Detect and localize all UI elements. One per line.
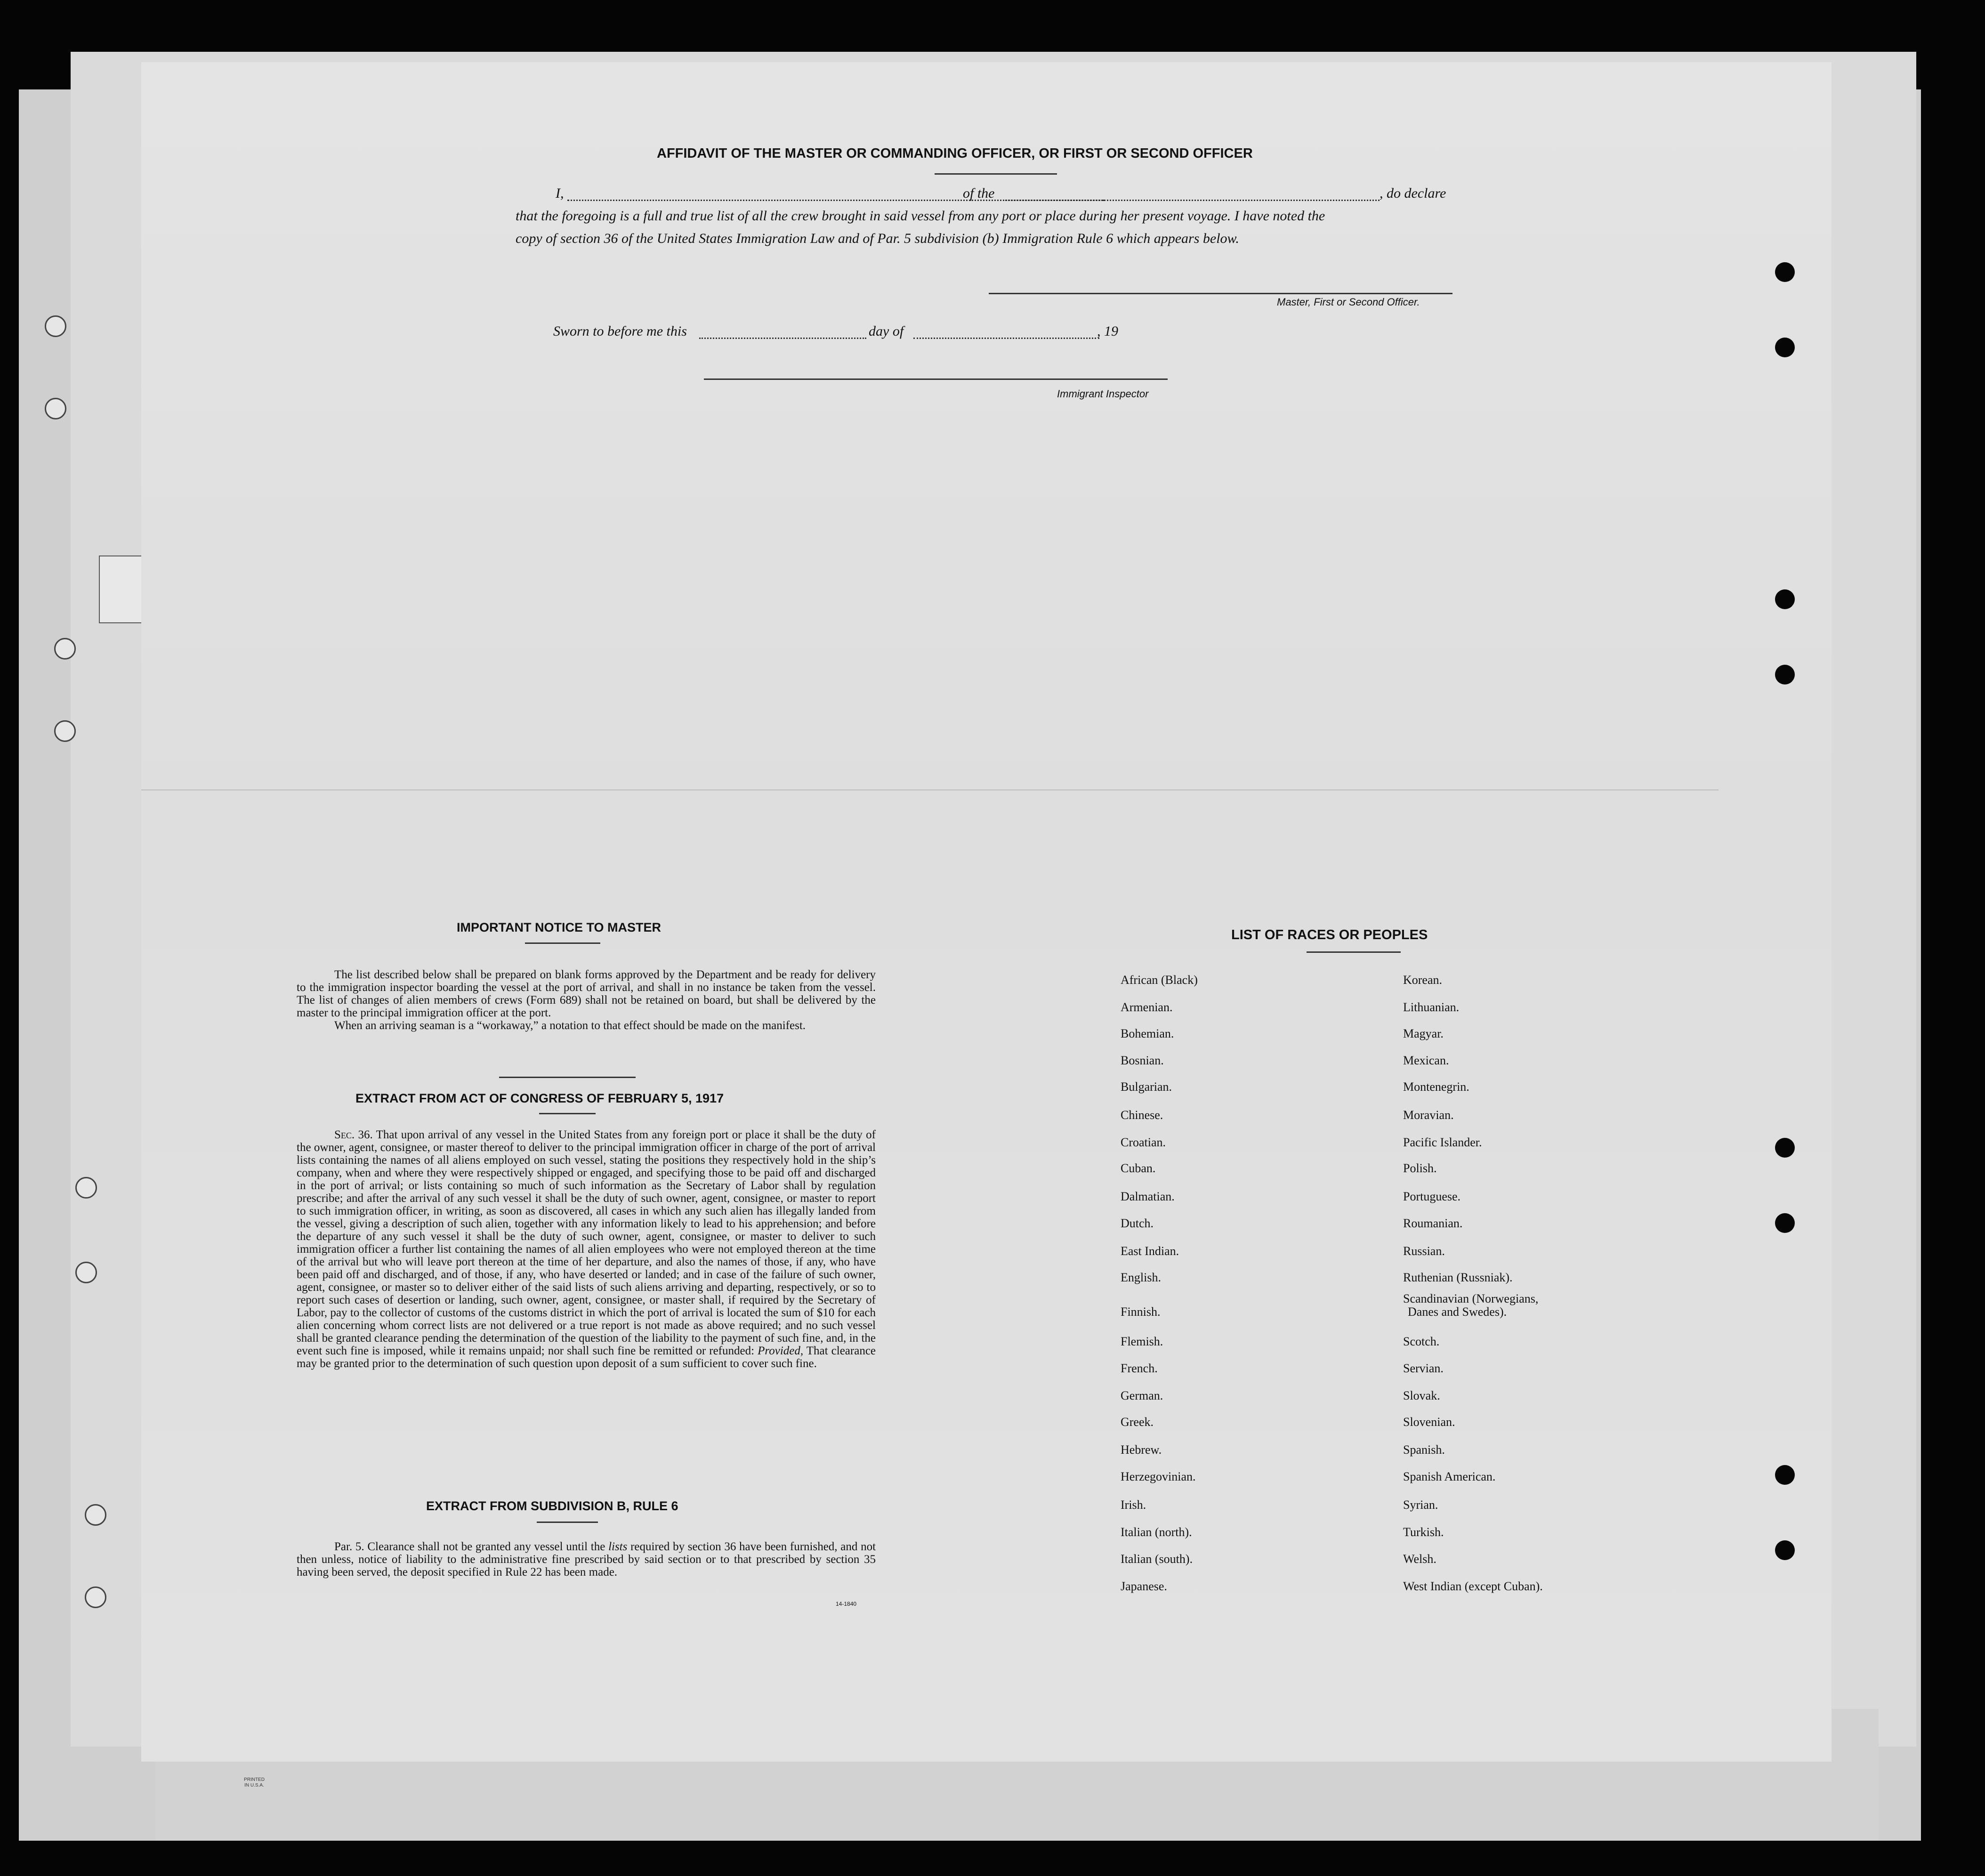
master-signature-line[interactable] bbox=[989, 293, 1452, 294]
race-item-continuation: Danes and Swedes). bbox=[1408, 1305, 1507, 1319]
vessel-name-field[interactable] bbox=[1003, 200, 1380, 201]
race-item: Italian (south). bbox=[1121, 1552, 1193, 1566]
race-item: Irish. bbox=[1121, 1498, 1146, 1512]
affidavit-declarant-label: I, bbox=[556, 185, 564, 201]
race-item: Slovak. bbox=[1403, 1389, 1440, 1402]
inspector-signature-line[interactable] bbox=[704, 378, 1168, 380]
affidavit-declare-label: , do declare bbox=[1380, 185, 1446, 201]
rule-text-end: required by section 36 have been furnished, and not then unless, notice of liability to the administrative fine prescribed by said section or to that prescribed by section 35 having been served, the deposit specified in Rule 22 has been made. bbox=[297, 1540, 876, 1578]
race-item: Ruthenian (Russniak). bbox=[1403, 1271, 1513, 1284]
binder-ring-icon bbox=[54, 638, 76, 660]
race-item: Italian (north). bbox=[1121, 1525, 1192, 1539]
title-divider bbox=[537, 1522, 598, 1523]
title-divider bbox=[935, 173, 1057, 175]
title-divider bbox=[525, 942, 600, 944]
race-item: Bulgarian. bbox=[1121, 1080, 1172, 1094]
race-item: Slovenian. bbox=[1403, 1415, 1455, 1429]
act-extract-title: EXTRACT FROM ACT OF CONGRESS OF FEBRUARY 5, 1917 bbox=[355, 1091, 724, 1105]
race-item: Greek. bbox=[1121, 1415, 1154, 1429]
race-item: Chinese. bbox=[1121, 1108, 1163, 1122]
race-item: Croatian. bbox=[1121, 1135, 1166, 1149]
race-item: Scotch. bbox=[1403, 1335, 1440, 1348]
race-item: Welsh. bbox=[1403, 1552, 1436, 1566]
punch-hole-icon bbox=[1775, 1213, 1795, 1233]
affidavit-vessel-label: of the bbox=[963, 185, 995, 201]
sworn-year-label: , 19 bbox=[1097, 323, 1118, 339]
race-item: Russian. bbox=[1403, 1244, 1445, 1258]
race-item: Mexican. bbox=[1403, 1054, 1449, 1067]
binder-ring-icon bbox=[75, 1262, 97, 1283]
rule-extract-title: EXTRACT FROM SUBDIVISION B, RULE 6 bbox=[426, 1499, 678, 1513]
race-item: Japanese. bbox=[1121, 1579, 1167, 1593]
race-item: Spanish. bbox=[1403, 1443, 1445, 1457]
race-item: French. bbox=[1121, 1361, 1158, 1375]
race-item: Syrian. bbox=[1403, 1498, 1438, 1512]
punch-hole-icon bbox=[1775, 665, 1795, 684]
race-item: Lithuanian. bbox=[1403, 1000, 1460, 1014]
binder-ring-icon bbox=[75, 1177, 97, 1199]
rule-extract-text bbox=[297, 1540, 876, 1578]
race-item: Turkish. bbox=[1403, 1525, 1444, 1539]
title-divider bbox=[539, 1113, 596, 1114]
race-item: African (Black) bbox=[1121, 973, 1198, 987]
notice-text bbox=[297, 968, 876, 1032]
race-item: Montenegrin. bbox=[1403, 1080, 1469, 1094]
sworn-day-field[interactable] bbox=[699, 338, 866, 339]
race-item: Spanish American. bbox=[1403, 1470, 1496, 1483]
notice-title: IMPORTANT NOTICE TO MASTER bbox=[457, 920, 661, 934]
races-title: LIST OF RACES OR PEOPLES bbox=[1231, 927, 1428, 942]
printed-mark: PRINTED IN U.S.A. bbox=[244, 1777, 265, 1788]
act-extract-text bbox=[297, 1128, 876, 1370]
affidavit-text-line: copy of section 36 of the United States Immigration Law and of Par. 5 subdivision (b) Immigration Rule 6 which appears below. bbox=[516, 231, 1239, 246]
section-label: Sec. 36. bbox=[334, 1128, 373, 1141]
race-item: Armenian. bbox=[1121, 1000, 1173, 1014]
race-item: Roumanian. bbox=[1403, 1216, 1463, 1230]
race-item: Pacific Islander. bbox=[1403, 1135, 1482, 1149]
race-item: Bohemian. bbox=[1121, 1027, 1174, 1040]
race-item: Hebrew. bbox=[1121, 1443, 1162, 1457]
race-item: English. bbox=[1121, 1271, 1161, 1284]
rule-text: Par. 5. Clearance shall not be granted any vessel until the bbox=[334, 1540, 605, 1553]
punch-hole-icon bbox=[1775, 262, 1795, 282]
lists-word: lists bbox=[608, 1540, 628, 1553]
race-item: Scandinavian (Norwegians, bbox=[1403, 1292, 1539, 1305]
race-item: Portuguese. bbox=[1403, 1190, 1461, 1203]
race-item: Servian. bbox=[1403, 1361, 1444, 1375]
binder-ring-icon bbox=[54, 720, 76, 742]
title-divider bbox=[1307, 951, 1401, 953]
binder-ring-icon bbox=[45, 398, 66, 419]
section-divider bbox=[499, 1077, 636, 1078]
affidavit-title: AFFIDAVIT OF THE MASTER OR COMMANDING OFFICER, OR FIRST OR SECOND OFFICER bbox=[657, 146, 1253, 161]
punch-hole-icon bbox=[1775, 1540, 1795, 1560]
act-text-end: That clearance may be granted prior to the determination of such question upon deposit of a sum sufficient to cover such fine. bbox=[297, 1345, 876, 1370]
race-item: Herzegovinian. bbox=[1121, 1470, 1196, 1483]
form-sheet bbox=[141, 62, 1832, 1762]
race-item: Flemish. bbox=[1121, 1335, 1163, 1348]
race-item: East Indian. bbox=[1121, 1244, 1179, 1258]
sworn-month-field[interactable] bbox=[913, 338, 1099, 339]
act-text: That upon arrival of any vessel in the United States from any foreign port or place it shall be the duty of the owner, agent, consignee, or master thereof to deliver to the principal immigration officer in charge of the port of arrival lists containing the names of all aliens employed on such vessel, stating the positions they respectively hold in the ship’s company, when and where they were respectively shipped or engaged, and specifying those to be paid off and discharged in the port of arrival; or lists containing so much of such information as the Secretary of Labor shall by regulation prescribe; and after the arrival of any such vessel it shall be the duty of such owner, agent, consignee, or master to report to such immigration officer, in writing, as soon as discovered, all cases in which any such alien has illegally landed from the vessel, giving a description of such alien, together with any information likely to lead to his apprehension; and before the departure of any such vessel it shall be the duty of such owner, agent, consignee, or master to deliver to such immigration officer a further list containing the names of all alien employees who were not employed thereon at the time of the arrival but who will leave port thereon at the time of her departure, and also the names of those, if any, who have been paid off and discharged, and of those, if any, who have deserted or landed; and in case of the failure of such owner, agent, consignee, or master so to deliver either of the said lists of such aliens arriving and departing, respectively, or so to report such cases of desertion or landing, such owner, agent, consignee, or master shall, if required by the Secretary of Labor, pay to the collector of customs of the customs district in which the port of arrival is located the sum of $10 for each alien concerning whom correct lists are not delivered or a true report is not made as above required; and no such vessel shall be granted clearance pending the determination of the question of the liability to the payment of such fine, and, in the event such fine is imposed, while it remains unpaid; nor shall such fine be remitted or refunded: bbox=[297, 1128, 876, 1357]
race-item: Polish. bbox=[1403, 1161, 1437, 1175]
race-item: Magyar. bbox=[1403, 1027, 1444, 1040]
notice-paragraph: The list described below shall be prepared on blank forms approved by the Department and be ready for delivery to the immigration inspector boarding the vessel at the port of arrival, and shall in no instance be taken from the vessel. The list of changes of alien members of crews (Form 689) shall not be retained on board, but shall be delivered by the master to the principal immigration officer at the port. bbox=[297, 968, 876, 1019]
punch-hole-icon bbox=[1775, 338, 1795, 357]
race-item: Dalmatian. bbox=[1121, 1190, 1175, 1203]
faint-form-rule bbox=[141, 789, 1719, 790]
race-item: Cuban. bbox=[1121, 1161, 1156, 1175]
race-item: German. bbox=[1121, 1389, 1163, 1402]
form-number: 14-1840 bbox=[836, 1601, 857, 1607]
provided-word: Provided, bbox=[758, 1345, 804, 1357]
punch-hole-icon bbox=[1775, 1138, 1795, 1158]
inspector-caption: Immigrant Inspector bbox=[1057, 388, 1149, 400]
race-item: West Indian (except Cuban). bbox=[1403, 1579, 1543, 1593]
race-item: Korean. bbox=[1403, 973, 1443, 987]
race-item: Dutch. bbox=[1121, 1216, 1154, 1230]
sworn-label: Sworn to before me this bbox=[553, 323, 687, 339]
binder-ring-icon bbox=[45, 315, 66, 337]
sworn-day-label: day of bbox=[869, 323, 904, 339]
race-item: Moravian. bbox=[1403, 1108, 1454, 1122]
master-signature-caption: Master, First or Second Officer. bbox=[1277, 296, 1420, 308]
binder-ring-icon bbox=[85, 1586, 106, 1608]
affidavit-text-line: that the foregoing is a full and true list of all the crew brought in said vessel from any port or place during her present voyage. I have noted the bbox=[516, 208, 1325, 224]
race-item: Finnish. bbox=[1121, 1305, 1161, 1319]
binder-ring-icon bbox=[85, 1504, 106, 1526]
race-item: Bosnian. bbox=[1121, 1054, 1164, 1067]
punch-hole-icon bbox=[1775, 589, 1795, 609]
notice-paragraph: When an arriving seaman is a “workaway,” a notation to that effect should be made on the manifest. bbox=[334, 1019, 806, 1032]
punch-hole-icon bbox=[1775, 1465, 1795, 1485]
